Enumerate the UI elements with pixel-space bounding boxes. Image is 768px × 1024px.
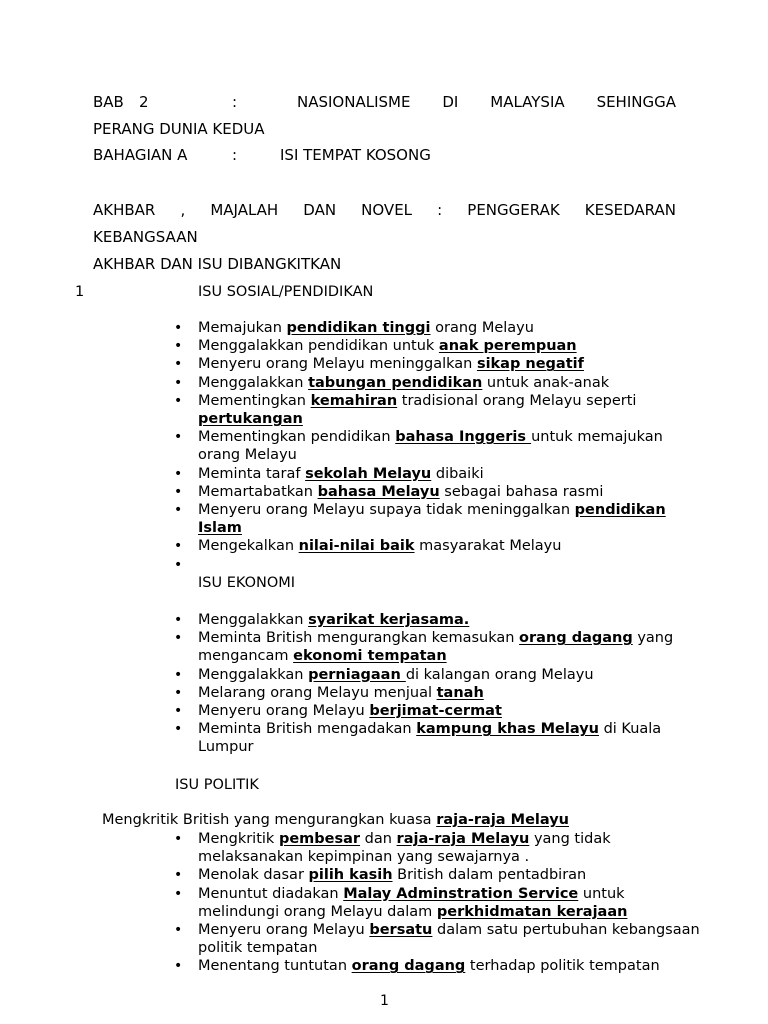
keyword: perniagaan (308, 666, 406, 683)
keyword: raja-raja Melayu (436, 812, 569, 828)
text-run: Meminta British mengurangkan kemasukan (198, 630, 520, 647)
subheading: AKHBAR DAN ISU DIBANGKITKAN (93, 255, 342, 273)
list-item (174, 392, 666, 428)
keyword: ekonomi tempatan (293, 648, 447, 665)
text-run: Memartabatkan (198, 483, 318, 500)
keyword: bahasa Inggeris (395, 429, 532, 446)
topic-word: DAN (303, 201, 337, 219)
bahagian-colon: : (232, 146, 238, 164)
topic-word: : (437, 201, 443, 219)
text-run: orang Melayu (198, 447, 297, 464)
page-number: 1 (380, 993, 389, 1009)
keyword: raja-raja Melayu (396, 831, 530, 847)
sosial-list (174, 319, 666, 574)
keyword: sikap negatif (476, 356, 584, 373)
bab-colon: : (232, 93, 238, 111)
keyword: berjimat-cermat (369, 703, 502, 720)
keyword: bersatu (369, 922, 433, 939)
text-run: di kalangan orang Melayu (405, 666, 594, 683)
text-run: Menyeru orang Melayu supaya tidak meninggalkan (198, 502, 575, 519)
keyword: kampung khas Melayu (416, 721, 599, 738)
list-item (174, 537, 666, 555)
bab-title-continued: PERANG DUNIA KEDUA (93, 120, 265, 138)
section-title-sosial: ISU SOSIAL/PENDIDIKAN (198, 284, 374, 300)
text-run: mengancam (198, 648, 294, 665)
keyword: bahasa Melayu (317, 483, 440, 500)
list-item (174, 611, 673, 629)
text-run: Menggalakkan pendidikan untuk (198, 338, 439, 355)
text-run: Melarang orang Melayu menjual (198, 684, 437, 701)
keyword: sekolah Melayu (305, 465, 432, 482)
keyword: orang dagang (351, 958, 466, 975)
text-run: terhadap politik tempatan (465, 958, 660, 975)
text-run: Meminta British mengadakan (198, 721, 417, 738)
list-item (174, 355, 666, 373)
text-run: untuk memajukan (531, 429, 663, 446)
topic-word: NOVEL (361, 201, 413, 219)
text-run: orang Melayu (430, 320, 534, 336)
keyword: Islam (198, 520, 242, 537)
bahagian-label: BAHAGIAN A (93, 146, 188, 164)
text-run: masyarakat Melayu (414, 538, 562, 555)
text-run: dalam satu pertubuhan kebangsaan (432, 922, 700, 939)
list-item (174, 337, 666, 355)
keyword: nilai-nilai baik (298, 538, 415, 555)
keyword: tanah (436, 684, 484, 701)
text-run: British dalam pentadbiran (392, 867, 587, 884)
text-run: yang (632, 630, 674, 647)
list-item (174, 866, 700, 884)
topic-word: PENGGERAK (467, 201, 560, 219)
politik-intro (102, 812, 569, 828)
list-item (174, 684, 673, 702)
topic-word: , (180, 201, 186, 219)
keyword: pertukangan (198, 411, 303, 428)
list-item (174, 428, 666, 464)
bab-title-word: DI (442, 93, 459, 111)
text-run: Mementingkan pendidikan (198, 429, 396, 446)
topic-word: KESEDARAN (584, 201, 676, 219)
topic-heading (93, 201, 676, 219)
bab-title-word: MALAYSIA (490, 93, 565, 111)
text-run: Mengkritik British yang mengurangkan kuasa (102, 812, 437, 828)
text-run: tradisional orang Melayu seperti (397, 392, 637, 409)
text-run: dibaiki (431, 465, 484, 482)
list-item (174, 921, 700, 957)
keyword: orang dagang (519, 630, 633, 647)
keyword: pilih kasih (308, 867, 393, 884)
text-run: Menentang tuntutan (198, 958, 352, 975)
text-run: Mengkritik (198, 831, 279, 847)
topic-word: AKHBAR (93, 201, 156, 219)
text-run: untuk anak-anak (482, 374, 610, 391)
list-item (174, 885, 700, 921)
keyword: pendidikan (574, 502, 666, 519)
text-run: di Kuala (598, 721, 662, 738)
keyword: syarikat kerjasama. (308, 612, 470, 628)
ekonomi-list (174, 611, 673, 757)
list-item (174, 957, 700, 975)
keyword: tabungan pendidikan (308, 374, 483, 391)
keyword: pembesar (278, 831, 361, 847)
text-run: dan (360, 831, 397, 847)
list-item (174, 319, 666, 337)
text-run: politik tempatan (198, 940, 318, 957)
list-item (174, 666, 673, 684)
bab-number: 2 (139, 93, 149, 111)
keyword: pendidikan tinggi (286, 320, 431, 336)
section-title-politik: ISU POLITIK (175, 777, 259, 793)
text-run: sebagai bahasa rasmi (439, 483, 604, 500)
text-run: melindungi orang Melayu dalam (198, 903, 437, 920)
bab-title-word: SEHINGGA (596, 93, 676, 111)
text-run: Menggalakkan (198, 666, 309, 683)
text-run: Memajukan (198, 320, 287, 336)
section-number: 1 (75, 284, 85, 300)
text-run: melaksanakan kepimpinan yang sewajarnya . (198, 849, 530, 866)
text-run: Menyeru orang Melayu meninggalkan (198, 356, 477, 373)
bab-title (297, 93, 676, 111)
text-run: Mengekalkan (198, 538, 299, 555)
text-run: untuk (578, 885, 625, 902)
text-run: yang tidak (529, 831, 611, 847)
list-item (174, 501, 666, 537)
keyword: Malay Adminstration Service (343, 885, 579, 902)
text-run: Menolak dasar (198, 867, 309, 884)
list-item (174, 629, 673, 665)
keyword: perkhidmatan kerajaan (436, 903, 628, 920)
list-item (174, 720, 673, 756)
list-item (174, 374, 666, 392)
list-item (174, 483, 666, 501)
section-title-ekonomi: ISU EKONOMI (198, 575, 296, 591)
text-run: Menuntut diadakan (198, 885, 344, 902)
bab-label: BAB (93, 93, 124, 111)
keyword: kemahiran (310, 392, 398, 409)
text-run: Mementingkan (198, 392, 311, 409)
text-run: Menyeru orang Melayu (198, 922, 370, 939)
bab-title-word: NASIONALISME (297, 93, 411, 111)
text-run: Lumpur (198, 739, 254, 756)
topic-word: MAJALAH (210, 201, 279, 219)
text-run: Meminta taraf (198, 465, 306, 482)
keyword: anak perempuan (438, 338, 577, 355)
text-run: Menggalakkan (198, 612, 309, 628)
text-run: Menggalakkan (198, 374, 309, 391)
politik-list (174, 830, 700, 976)
list-item (174, 556, 666, 574)
list-item (174, 702, 673, 720)
bahagian-value: ISI TEMPAT KOSONG (280, 146, 431, 164)
topic-heading-continued: KEBANGSAAN (93, 228, 198, 246)
list-item (174, 465, 666, 483)
list-item (174, 830, 700, 866)
text-run: Menyeru orang Melayu (198, 703, 370, 720)
